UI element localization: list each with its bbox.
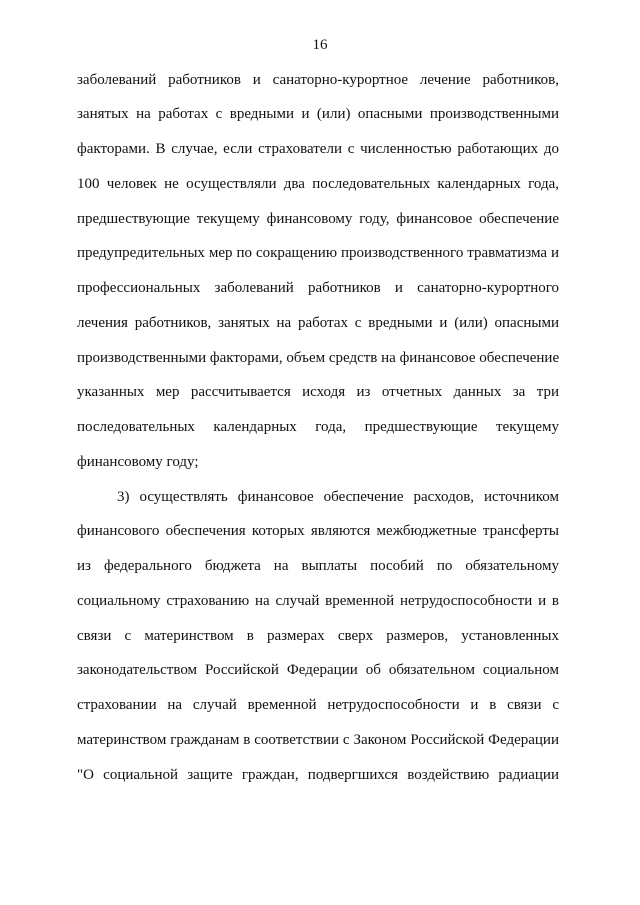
- text-line: связи с материнством в размерах сверх размеров, установленных: [77, 628, 559, 644]
- paragraph-start-line: 3) осуществлять финансовое обеспечение расходов, источником: [117, 489, 559, 505]
- text-line: из федерального бюджета на выплаты пособий по обязательному: [77, 558, 559, 574]
- text-line: "О социальной защите граждан, подвергшихся воздействию радиации: [77, 767, 559, 783]
- text-line: занятых на работах с вредными и (или) опасными производственными: [77, 106, 559, 122]
- text-line: лечения работников, занятых на работах с вредными и (или) опасными: [77, 315, 559, 331]
- text-line: профессиональных заболеваний работников и санаторно-курортного: [77, 280, 559, 296]
- text-line: 100 человек не осуществляли два последовательных календарных года,: [77, 176, 559, 192]
- text-line: законодательством Российской Федерации об обязательном социальном: [77, 662, 559, 678]
- text-line: указанных мер рассчитывается исходя из отчетных данных за три: [77, 384, 559, 400]
- text-line: предупредительных мер по сокращению производственного травматизма и: [77, 245, 559, 261]
- text-line: заболеваний работников и санаторно-курортное лечение работников,: [77, 72, 559, 88]
- page-number: 16: [312, 37, 328, 53]
- text-line: факторами. В случае, если страхователи с численностью работающих до: [77, 141, 559, 157]
- text-line: финансового обеспечения которых являются межбюджетные трансферты: [77, 523, 559, 539]
- text-line: предшествующие текущему финансовому году, финансовое обеспечение: [77, 211, 559, 227]
- text-line: страховании на случай временной нетрудоспособности и в связи с: [77, 697, 559, 713]
- text-line: последовательных календарных года, предшествующие текущему: [77, 419, 559, 435]
- text-line: финансовому году;: [77, 454, 199, 470]
- text-line: производственными факторами, объем средств на финансовое обеспечение: [77, 350, 560, 366]
- text-line: материнством гражданам в соответствии с Законом Российской Федерации: [77, 732, 559, 748]
- text-line: социальному страхованию на случай временной нетрудоспособности и в: [77, 593, 559, 609]
